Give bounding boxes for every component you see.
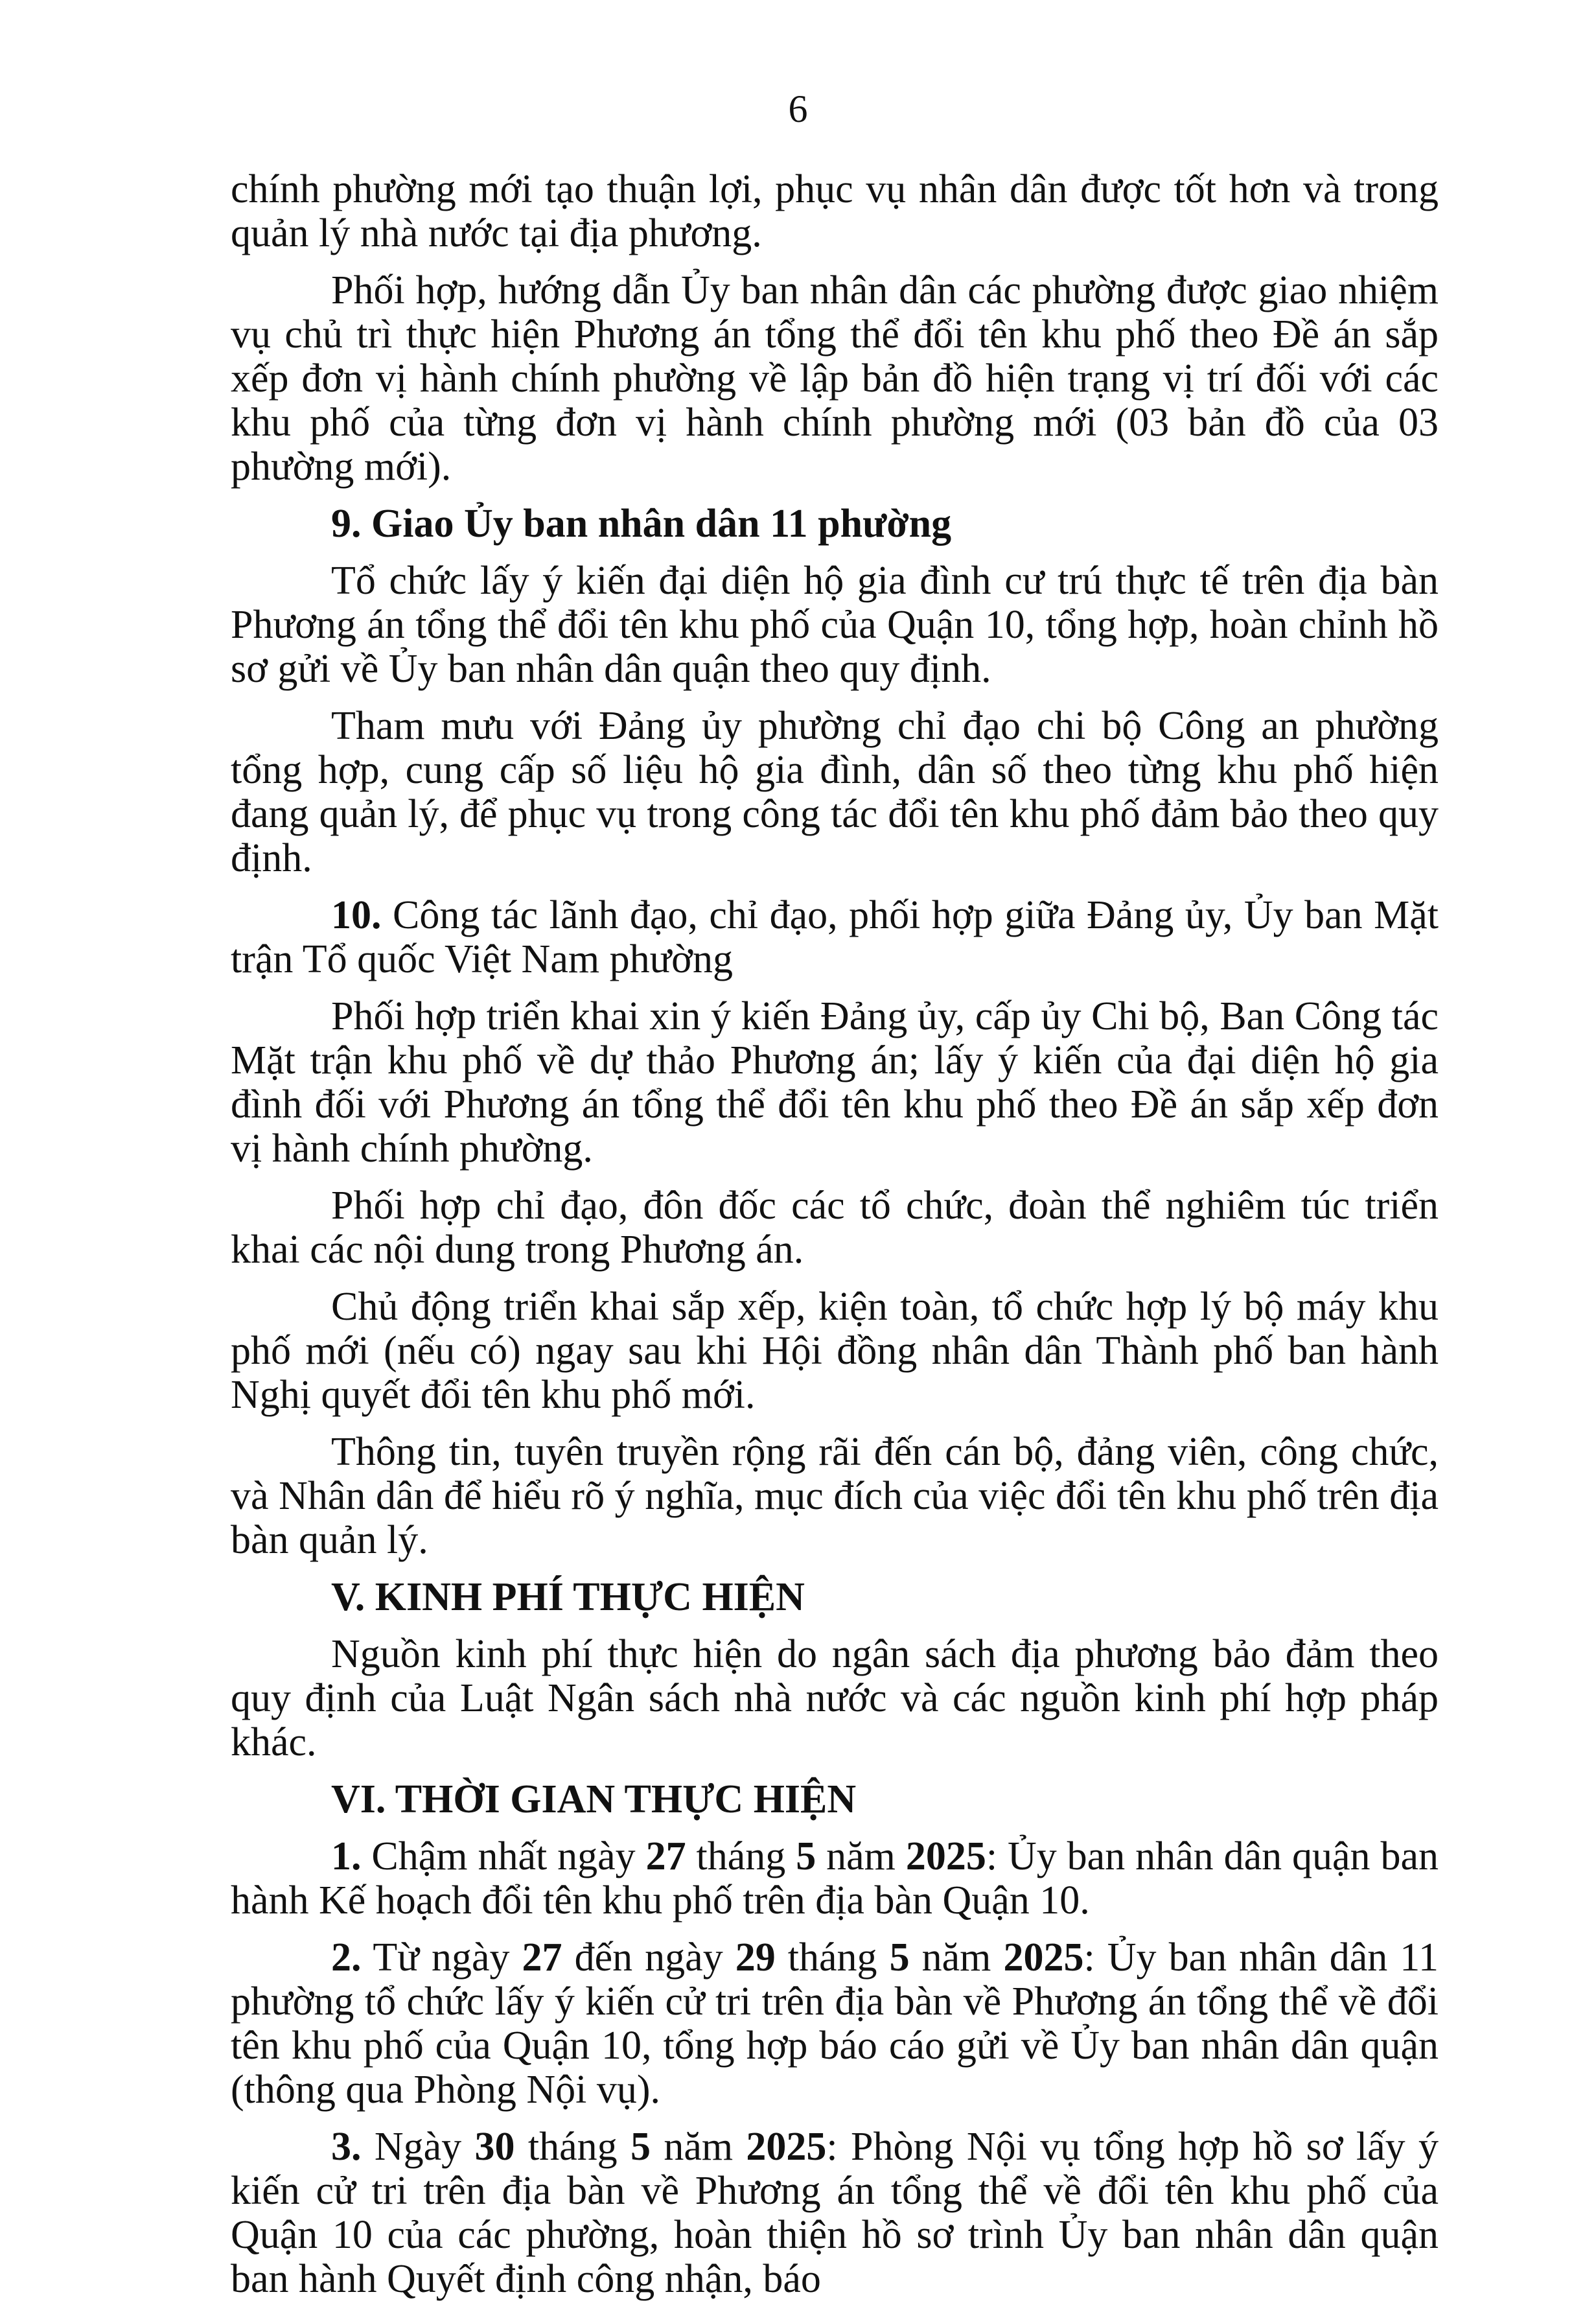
paragraph-continuation: chính phường mới tạo thuận lợi, phục vụ nhân dân được tốt hơn và trong quản lý nhà nước tại địa phương.	[231, 167, 1439, 255]
heading-section-10	[231, 893, 1439, 981]
item-text: Chậm nhất ngày	[361, 1834, 646, 1878]
item-text: năm	[909, 1935, 1004, 1980]
item-day: 30	[474, 2125, 515, 2169]
paragraph-deploy-opinions: Phối hợp triển khai xin ý kiến Đảng ủy, cấp ủy Chi bộ, Ban Công tác Mặt trận khu phố về dự thảo Phương án; lấy ý kiến của đại diện hộ gia đình đối với Phương án tổng thể đổi tên khu phố theo Đề án sắp xếp đơn vị hành chính phường.	[231, 994, 1439, 1171]
item-day: 27	[645, 1834, 686, 1878]
section-10-number: 10.	[331, 893, 382, 937]
item-month: 5	[889, 1935, 910, 1980]
item-year: 2025	[746, 2125, 827, 2169]
paragraph-direct-urge: Phối hợp chỉ đạo, đôn đốc các tổ chức, đoàn thể nghiêm túc triển khai các nội dung trong Phương án.	[231, 1184, 1439, 1272]
item-number: 2.	[331, 1935, 362, 1980]
timeline-item-2	[231, 1935, 1439, 2112]
heading-section-vi: VI. THỜI GIAN THỰC HIỆN	[331, 1777, 857, 1821]
page-number: 6	[788, 88, 808, 130]
item-text: Từ ngày	[361, 1935, 522, 1980]
timeline-item-3	[231, 2125, 1439, 2301]
item-day: 29	[735, 1935, 776, 1980]
paragraph-advise-party: Tham mưu với Đảng ủy phường chỉ đạo chi bộ Công an phường tổng hợp, cung cấp số liệu hộ gia đình, dân số theo từng khu phố hiện đang quản lý, để phục vụ trong công tác đổi tên khu phố đảm bảo theo quy định.	[231, 704, 1439, 880]
item-year: 2025	[905, 1834, 986, 1878]
heading-section-9: 9. Giao Ủy ban nhân dân 11 phường	[331, 502, 952, 546]
section-10-title: Công tác lãnh đạo, chỉ đạo, phối hợp giữa Đảng ủy, Ủy ban Mặt trận Tổ quốc Việt Nam phường	[231, 893, 1439, 981]
item-text: tháng	[686, 1834, 796, 1878]
item-number: 3.	[331, 2125, 362, 2169]
item-month: 5	[796, 1834, 816, 1878]
heading-section-v: V. KINH PHÍ THỰC HIỆN	[331, 1575, 805, 1619]
paragraph-funding: Nguồn kinh phí thực hiện do ngân sách địa phương bảo đảm theo quy định của Luật Ngân sách nhà nước và các nguồn kinh phí hợp pháp khác.	[231, 1632, 1439, 1764]
item-text: năm	[816, 1834, 906, 1878]
paragraph-propaganda: Thông tin, tuyên truyền rộng rãi đến cán bộ, đảng viên, công chức, và Nhân dân để hiểu rõ ý nghĩa, mục đích của việc đổi tên khu phố trên địa bàn quản lý.	[231, 1430, 1439, 1562]
item-text: năm	[650, 2125, 746, 2169]
paragraph-arrange-apparatus: Chủ động triển khai sắp xếp, kiện toàn, tổ chức hợp lý bộ máy khu phố mới (nếu có) ngay sau khi Hội đồng nhân dân Thành phố ban hành Nghị quyết đổi tên khu phố mới.	[231, 1285, 1439, 1417]
item-text: : Ủy ban nhân dân 11 phường tổ chức lấy ý kiến cử tri trên địa bàn về Phương án tổng thể về đổi tên khu phố của Quận 10, tổng hợp báo cáo gửi về Ủy ban nhân dân quận (thông qua Phòng Nội vụ).	[231, 1935, 1439, 2112]
item-number: 1.	[331, 1834, 362, 1878]
item-text: : Ủy ban nhân dân quận ban hành Kế hoạch đổi tên khu phố trên địa bàn Quận 10.	[231, 1834, 1439, 1922]
item-text: Ngày	[361, 2125, 475, 2169]
item-day: 27	[522, 1935, 562, 1980]
item-text: tháng	[515, 2125, 630, 2169]
item-month: 5	[630, 2125, 651, 2169]
timeline-item-1	[231, 1834, 1439, 1922]
document-body	[231, 167, 1439, 2314]
item-text: tháng	[775, 1935, 890, 1980]
item-text: đến ngày	[562, 1935, 735, 1980]
item-year: 2025	[1003, 1935, 1084, 1980]
item-text: : Phòng Nội vụ tổng hợp hồ sơ lấy ý kiến cử tri trên địa bàn về Phương án tổng thể về đổi tên khu phố của Quận 10 của các phường, hoàn thiện hồ sơ trình Ủy ban nhân dân quận ban hành Quyết định công nhận, báo	[231, 2125, 1439, 2301]
paragraph-collect-opinions: Tổ chức lấy ý kiến đại diện hộ gia đình cư trú thực tế trên địa bàn Phương án tổng thể đổi tên khu phố của Quận 10, tổng hợp, hoàn chỉnh hồ sơ gửi về Ủy ban nhân dân quận theo quy định.	[231, 559, 1439, 691]
paragraph-coordination-maps: Phối hợp, hướng dẫn Ủy ban nhân dân các phường được giao nhiệm vụ chủ trì thực hiện Phương án tổng thể đổi tên khu phố theo Đề án sắp xếp đơn vị hành chính phường về lập bản đồ hiện trạng vị trí đối với các khu phố của từng đơn vị hành chính phường mới (03 bản đồ của 03 phường mới).	[231, 268, 1439, 489]
